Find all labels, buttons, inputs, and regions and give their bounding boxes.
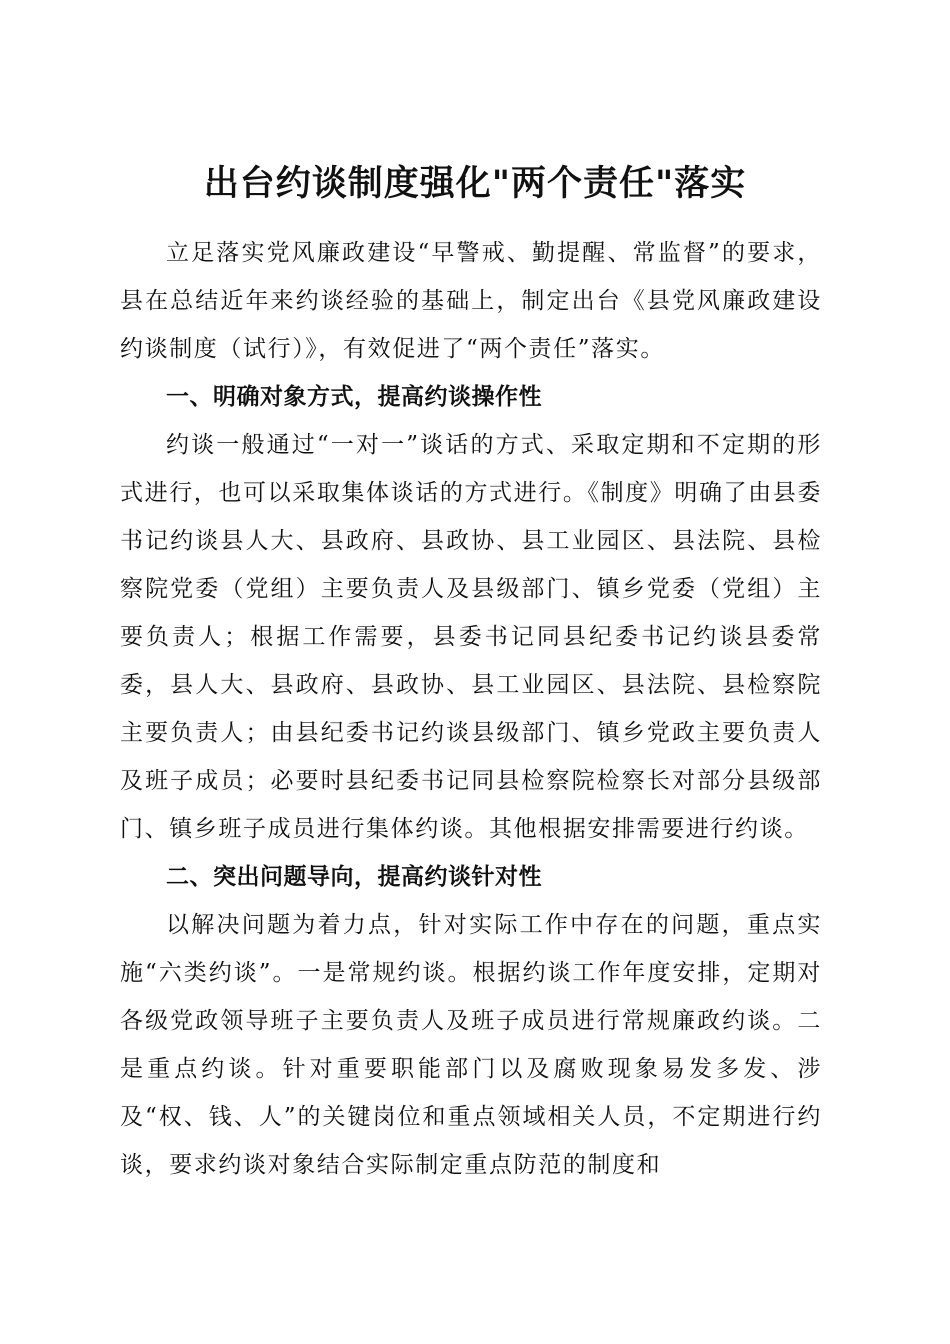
paragraph-section-2: 以解决问题为着力点，针对实际工作中存在的问题，重点实施“六类约谈”。一是常规约谈。根据约谈工作年度安排，定期对各级党政领导班子主要负责人及班子成员进行常规廉政约谈。二是重点约谈。针对重要职能部门以及腐败现象易发多发、涉及“权、钱、人”的关键岗位和重点领域相关人员，不定期进行约谈，要求约谈对象结合实际制定重点防范的制度和 <box>120 912 822 1178</box>
paragraph-section-1: 约谈一般通过“一对一”谈话的方式、采取定期和不定期的形式进行，也可以采取集体谈话的方式进行。《制度》明确了由县委书记约谈县人大、县政府、县政协、县工业园区、县法院、县检察院党委（党组）主要负责人及县级部门、镇乡党委（党组）主要负责人；根据工作需要，县委书记同县纪委书记约谈县委常委，县人大、县政府、县政协、县工业园区、县法院、县检察院主要负责人；由县纪委书记约谈县级部门、镇乡党政主要负责人及班子成员；必要时县纪委书记同县检察院检察长对部分县级部门、镇乡班子成员进行集体约谈。其他根据安排需要进行约谈。 <box>120 432 822 842</box>
document-body <box>120 229 822 1189</box>
paragraph-intro: 立足落实党风廉政建设“早警戒、勤提醒、常监督”的要求，县在总结近年来约谈经验的基础上，制定出台《县党风廉政建设约谈制度（试行）》，有效促进了“两个责任”落实。 <box>120 240 822 362</box>
document-title: 出台约谈制度强化"两个责任"落实 <box>203 163 747 205</box>
section-heading-2: 二、突出问题导向，提高约谈针对性 <box>166 864 542 890</box>
section-heading-1: 一、明确对象方式，提高约谈操作性 <box>166 384 542 410</box>
